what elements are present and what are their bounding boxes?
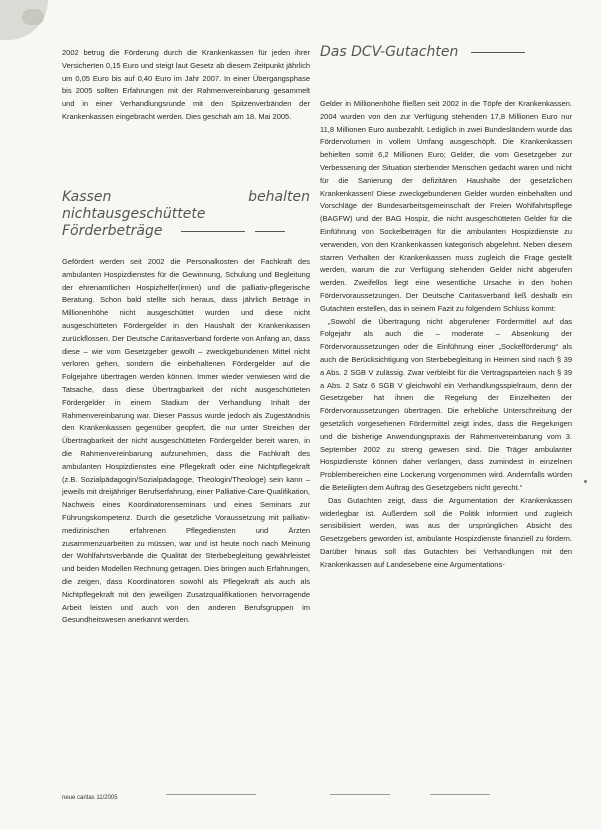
right-paragraph-2: Das Gutachten zeigt, dass die Argumentation der Krankenkassen widerlegbar ist. Außerdem soll die Politik informiert und zugleich sensibilisiert werden, was aus der ursprünglichen Absicht des Gesetzgebers geworden ist, ambulante Hospizdienste finanziell zu fördern. Darüber hinaus soll das Gutachten bei Verhandlungen mit den Krankenkassen auf Landesebene eine Argumentations- <box>320 495 572 569</box>
section-heading-left <box>62 189 310 240</box>
right-column <box>320 0 572 830</box>
intro-paragraph: 2002 betrug die Förderung durch die Krankenkassen für jeden ihrer Versicherten 0,15 Euro und steigt laut Gesetz ab diesem Zeitpunkt jährlich um 0,05 Euro bis auf 0,40 Euro im Jahr 2007. In einer Übergangsphase bis 2005 sollten Erfahrungen mit der Rahmenvereinbarung gesammelt und in einer Verhandlungsrunde mit den Spitzenverbänden der Krankenkassen eingebracht werden. Dies geschah am 18. Mai 2005. <box>62 48 310 121</box>
dcv-heading: Das DCV-Gutachten <box>320 44 459 60</box>
page-footer: neue caritas 11/2005 <box>62 795 118 801</box>
footer-rule-mid <box>330 794 390 795</box>
page-corner <box>0 0 48 40</box>
heading-rule-short <box>255 231 285 232</box>
footer-rule-right <box>430 794 490 795</box>
right-body <box>320 98 572 571</box>
heading-rule <box>181 231 245 232</box>
quote-paragraph: „Sowohl die Übertragung nicht abgerufener Fördermittel auf das Folgejahr als auch die – moderate – Absenkung der Fördervoraussetzungen oder die Einführung einer „Sockelförderung“ als auch die Berücksichtigung von Sterbebegleitung in Heimen sind nach § 39 a Abs. 2 SGB V zulässig. Zwar verbleibt für die Vertragsparteien nach § 39 a Abs. 2 Satz 6 SGB V gleichwohl ein Verhandlungsspielraum, denn der Gesetzgeber hat ihnen die Regelung der Einzelheiten der Fördervoraussetzungen übertragen. Die erhebliche Unterschreitung der gesetzlich vorgesehenen Fördermittel zeigt indes, dass die Regelungen und die bisherige Anwendungspraxis der Rahmenvereinbarung vom 3. September 2002 zu streng gewesen sind. Die Träger ambulanter Hospizdienste können daher verlangen, dass zumindest in einzelnen Problembereichen eine Lockerung vorgenommen wird. Andernfalls würden die Beteiligten dem Auftrag des Gesetzgebers nicht gerecht.“ <box>320 316 572 492</box>
right-paragraph-1: Gelder in Millionenhöhe fließen seit 2002 in die Töpfe der Krankenkassen. 2004 wurden von den zur Verfügung stehenden 17,8 Millionen Euro nur 11,8 Millionen Euro ausbezahlt. Lediglich in zwei Bundesländern wurde das Fördervolumen in vollem Umfang ausgeschöpft. Die Krankenkassen behielten somit 6,2 Millionen Euro; Gelder, die vom Gesetzgeber zur Verbesserung der Situation sterbender Menschen gedacht waren und nicht für die Sanierung der defizitären Haushalte der gesetzlichen Krankenkassen! Diese zweckgebundenen Gelder wurden einbehalten und Vorschläge der Bundesarbeitsgemeinschaft der Freien Wohlfahrtspflege (BAGFW) und der BAG Hospiz, die nicht ausgeschütteten Gelder für die Einführung von Sockelbeträgen für die ambulanten Hospizdienste zu verwenden, von den Krankenkassen kategorisch abgelehnt. Neben diesem starren Verhalten der Krankenkassen muss zugleich die Frage gestellt werden, warum die zur Verfügung stehenden Gelder nicht abgerufen werden. Zweifellos liegt eine wesentliche Ursache in den hohen Fördervoraussetzungen. Der Deutsche Caritasverband ließ deshalb ein Gutachten erstellen, das in seinem Fazit zu folgendem Schluss kommt: <box>320 99 572 313</box>
footer-rule-left <box>166 794 256 795</box>
dcv-heading-rule <box>471 52 525 53</box>
heading-line-1: Kassen behalten nichtausgeschüttete <box>62 189 310 222</box>
section-heading-right <box>320 44 572 61</box>
margin-dot <box>584 480 587 483</box>
page-number-tab <box>22 9 44 25</box>
heading-line-2: Förderbeträge <box>62 223 163 239</box>
body-paragraph: Gefördert werden seit 2002 die Personalkosten der Fachkraft des ambulanten Hospizdienstes für die Gewinnung, Schulung und Begleitung der ehrenamtlichen Hospizhelfer(innen) und die palliativ-pflegerische Beratung. Schon bald stellte sich heraus, dass jährlich Beträge in Millionenhöhe nicht ausgeschüttet wurden und diese nicht ausgeschütteten Fördergelder in den Haushalt der Krankenkassen zurückflossen. Der Deutsche Caritasverband forderte von Anfang an, dass diese – wie vom Gesetzgeber gewollt – zweckgebundenen Mittel nicht verloren gehen, sondern die einbehaltenen Fördergelder auf die Folgejahre übertragen werden können. Immer wieder verwiesen wird die Tatsache, dass diese Übertragbarkeit der nicht ausgeschütteten Fördergelder in einem Stadium der Verhandlung Inhalt der Rahmenvereinbarung war. Dieser Passus wurde jedoch als Zugeständnis den Krankenkassen gegenüber geopfert, die nur unter Streichen der Übertragbarkeit der nicht ausgeschütteten Fördergelder bereit waren, in die Rahmenvereinbarung aufzunehmen, dass die Fachkraft des ambulanten Hospizdienstes eine Pflegekraft oder eine Nichtpflegekraft (z.B. Sozialpädagogin/Sozialpädagoge, Theologin/Theologe) sein kann – jeweils mit dreijähriger Berufserfahrung, einer Palliative-Care-Qualifikation, Nachweis eines Koordinatorenseminars und eines Seminars zur Führungskompetenz. Durch die gesetzliche Voraussetzung mit palliativ-medizinischen erfahrenen Pflegediensten und Ärzten zusammenzuarbeiten zu müssen, war und ist heute noch nach Meinung der Wohlfahrtsverbände die Qualität der Sterbebegleitung gewährleistet und beiden Modellen Rechnung getragen. Dies bringen auch Erfahrungen, die zeigen, dass Koordinatoren sowohl als Pflegekraft als auch als Nichtpflegekraft mit den jeweiligen Zusatzqualifikationen hervorragende Arbeit leisten und auch von den anderen Berufsgruppen im Gesundheitswesen anerkannt werden. <box>62 257 310 625</box>
left-column <box>62 0 310 830</box>
